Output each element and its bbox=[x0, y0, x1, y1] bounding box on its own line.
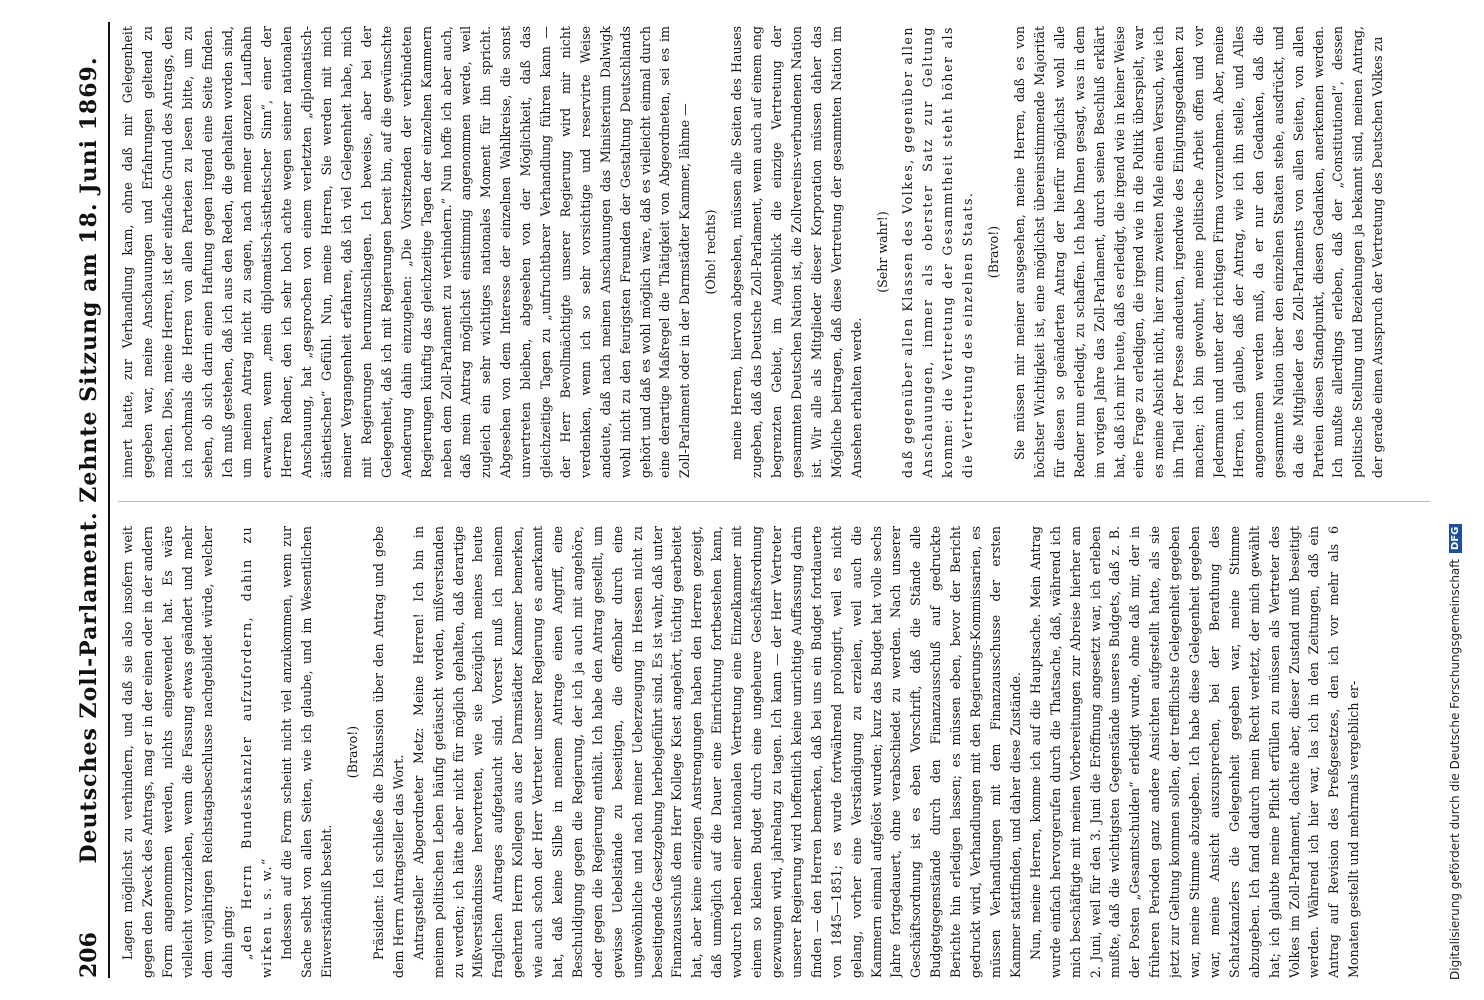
interjection: (Sehr wahr!) bbox=[874, 211, 890, 293]
speech-paragraph: Nun, meine Herren, komme ich auf die Hauptsache. Mein Antrag wurde einfach hervorgerufen durch die Thatsache, daß, während ich mich beschäftigte mit meinen Vorbereitungen zur Abreise hierher am 2. Juni, weil für den 3. Juni die Eröffnung angesetzt war, ich erleben mußte, daß die wichtigsten Gegenstände unseres Budgets, daß z. B. der Posten „Gesamtschulden“ erledigt wurde, ohne daß mir, der in früheren Perioden ganz andere Ansichten aufgestellt hatte, als sie jetzt zur Geltung kommen sollen, der trefflichste Gelegenheit gegeben war, meine Stimme abzugeben. Ich habe diese Gelegenheit gegeben war, meine Ansicht auszusprechen, bei der Berathung des Schatzkanzlers die Gelegenheit gegeben war, meine Stimme abzugeben. Ich fand dadurch mein Recht verletzt, der mich gewählt hat; ich glaubte meine Pflicht erfüllen zu müssen als Vertreter des Volkes im Zoll-Parlament, dachte aber, dieser Zustand muß beseitigt werden. Während ich hier war, las ich in den Zeitungen, daß ein Antrag auf Revision des Preßgesetzes, den ich vor mehr als 6 Monaten gestellt und mehrmals vergeblich er- bbox=[1027, 526, 1362, 978]
dfg-logo: DFG bbox=[1449, 524, 1462, 553]
interjection: (Oho! rechts) bbox=[703, 209, 719, 295]
scanned-page bbox=[60, 22, 1430, 978]
speech-paragraph: innert hatte, zur Verhandlung kam, ohne daß mir Gelegenheit gegeben war, meine Anschauungen und Erfahrungen geltend zu machen. Dies, meine Herren, ist der einfache Grund des Antrags, den ich nochmals die Herren von allen Parteien zu lesen bitte, um zu sehen, ob sich darin einen Haftung gegen irgend eine Seite finden. Ich muß gestehen, daß ich aus den Reden, die gehalten worden sind, um meinen Antrag nicht zu sagen, nach meiner ganzen Laufbahn erwarten, wenn „mein diplomatisch-ästhetischer Sinn“, einer der Herren Redner, den ich sehr hoch achte wegen seiner nationalen Anschauung, hat „gesprochen von einem verletzten „diplomatisch-ästhetischen“ Gefühl. Nun, meine Herren, Sie werden mit mich meiner Vergangenheit erfahren, daß ich viel Gelegenheit habe, mich mit Regierungen herumzuschlagen. Ich beweise, aber bei der Gelegenheit, daß ich mit Regierungen bereit bin, auf die gewünschte Aenderung dahin einzugehen: „Die Vorsitzenden der verbündeten Regierungen künftig das gleichzeitige Tagen der einzelnen Kammern neben dem Zoll-Parlament zu verhindern.“ Nun hoffe ich aber auch, daß mein Antrag möglichst einstimmig angenommen werde, weil zugleich ein sehr wichtiges nationales Moment für ihn spricht. Abgesehen von dem Interesse der einzelnen Wahlkreise, die sonst unvertreten bleiben, abgesehen von der Möglichkeit, daß das gleichzeitige Tagen zu „unfruchtbarer Verhandlung führen kann — der Herr Bevollmächtigte unserer Regierung wird mir nicht verdenken, wenn ich so sehr vorsichtige und reservirte Weise andeute, daß nach meinen Anschauungen das Ministerium Dalwigk wohl nicht zu den feurigsten Freunden der Gestaltung Deutschlands gehört und daß es wohl möglich wäre, daß es vielleicht einmal durch eine derartige Maßregel die Thätigkeit von Abgeordneten, sei es im Zoll-Parlament oder in der Darmstädter Kammer, lähme — bbox=[120, 26, 693, 478]
left-column bbox=[118, 526, 1430, 978]
paragraph: Lagen möglichst zu verhindern, und daß sie also insofern weit gegen den Zweck des Antrags, mag er in der einen oder in der andern Form angenommen werden, nichts eingewendet hat. Es wäre vielleicht vorzuziehen, wenn die Fassung etwas geändert und mehr dem vorjährigen Reichstagsbeschlusse nachgebildet würde, welcher dahin ging: bbox=[120, 526, 235, 978]
speech-paragraph: daß gegenüber allen Klassen des Volkes, gegenüber allen Anschauungen, immer als oberster Satz zur Geltung komme: die Vertretung der Gesammtheit steht höher als die Vertretung des einzelnen Staats. bbox=[900, 26, 976, 478]
column-divider bbox=[118, 501, 1430, 502]
speech-paragraph: Sie müssen mir meiner ausgesehen, meine Herren, daß es von höchster Wichtigkeit ist, eine möglichst übereinstimmende Majorität für diesen so geänderten Antrag der hierfür möglichst wohl alle Redner nun erledigt, zu schaffen. Ich habe Ihnen gesagt, was in dem im vorigen Jahre das Zoll-Parlament, durch seinen Beschluß erklärt hat, daß ich mir heute, daß es erledigt, die irgend wie in keiner Weise eine Frage zu erledigen, die irgend wie in die Politik überspielt, war es meine Absicht nicht, hier zum zweiten Male einen Versuch, wie ich ihn Theil der Presse andeuten, irgendwie des Einigungsgedanken zu machen; ich bin gewohnt, meine politische Arbeit offen und vor Jedermann und unter der richtigen Firma vorzunehmen. Aber, meine Herren, ich glaube, daß der Antrag, wie ich ihn stelle, und Alles angenommen werden muß, da er nur den Gedanken, daß die gesammte Nation über den einzelnen Staaten stehe, ausdrückt, und da die Mitglieder des Zoll-Parlaments von allen Seiten, von allen Parteien diesen Standpunkt, diesen Gedanken, anerkennen werden. Ich mußte allerdings erleben, daß der „Constitutionel“, dessen politische Stellung und Beziehungen ja bekannt sind, meinen Antrag, der gerade einen Ausspruch der Vertretung des Deutschen Volkes zu bbox=[1011, 26, 1386, 478]
speaker-paragraph: Präsident: Ich schließe die Diskussion über den Antrag und gebe dem Herrn Antragsteller das Wort. bbox=[370, 526, 406, 978]
page-number: 206 bbox=[76, 932, 102, 978]
credit-text: Digitalisierung gefördert durch die Deutsche Forschungsgemeinschaft bbox=[1448, 558, 1462, 980]
text-columns bbox=[118, 22, 1430, 978]
interjection: (Bravo!) bbox=[986, 225, 1002, 279]
interjection: (Bravo!) bbox=[344, 725, 360, 779]
speech-paragraph: Antragsteller Abgeordneter Metz: Meine Herren! Ich bin in meinem politischen Leben häufig getäuscht worden, mißverstanden zu werden; ich hätte aber nicht für möglich gehalten, daß derartige Mißverständnisse hervortreten, wie sie bezüglich meines heute fraglichen Antrages aufgetaucht sind. Vorerst muß ich meinem geehrten Herrn Kollegen aus der Darmstädter Kammer bemerken, wie auch schon der Herr Vertreter unserer Regierung es anerkannt hat, daß keine Silbe in meinem Antrage einen Angriff, eine Beschuldigung gegen die Regierung, der ich ja auch mit angehöre, oder gegen die Regierung enthält. Ich habe den Antrag gestellt, um gewisse Uebelstände zu beseitigen, die offenbar durch eine ungewöhnliche und nach meiner Ueberzeugung in Hessen nicht zu beseitigende Gesetzgebung herbeigeführt sind. Es ist wahr, daß unter Finanzausschuß dem Herr Kollege Kiest angehört, tüchtig gearbeitet hat, aber keine einzigen Anstrengungen haben den Herren gezeigt, daß unmöglich auf die Dauer eine Einrichtung fortbestehen kann, wodurch neben einer nationalen Vertretung eine Einzelkammer mit einem so kleinen Budget durch eine ungeheure Geschäftsordnung gezwungen wird, jahrelang zu tagen. Ich kann — der Herr Vertreter unserer Regierung wird hoffentlich keine unrichtige Auffassung darin finden — den Herren bemerken, daß bei uns ein Budget fortdauerte von 1845—1851; es wurde fortwährend prolongirt, weil es nicht gelang, vorher eine Verständigung zu erzielen, weil auch die Kammern einmal aufgelöst wurden; kurz das Budget hat volle sechs Jahre fortgedauert, ohne verabschiedet zu werden. Nach unserer Geschäftsordnung ist es eben Vorschrift, daß die Stände alle Budgetgegenstände durch den Finanzausschuß auf gedruckte Berichte hin erledigen lassen; es müssen eben, bevor der Bericht gedruckt wird, Verhandlungen mit den Regierungs-Kommissarien, es müssen Verhandlungen mit dem Finanzausschusse der ersten Kammer stattfinden, und daher diese Zustände. bbox=[410, 526, 1023, 978]
running-title: Deutsches Zoll-Parlament. Zehnte Sitzung am 18. Juni 1869. bbox=[76, 56, 102, 864]
speech-paragraph: meine Herren, hiervon abgesehen, müssen alle Seiten des Hauses zugeben, daß das Deutsche Zoll-Parlament, wenn auch auf einem eng begrenzten Gebiet, im Augenblick die einzige Vertretung der gesammten Deutschen Nation ist, die Zollvereins-verbundenen Nation ist. Wir alle als Mitglieder dieser Korporation müssen daher das Mögliche beitragen, daß diese Vertretung der gesammten Nation im Ansehen erhalten werde. bbox=[729, 26, 864, 478]
right-column bbox=[118, 26, 1430, 478]
page-header bbox=[60, 22, 110, 978]
paragraph: Indessen auf die Form scheint nicht viel anzukommen, wenn zur Sache selbst von allen Seiten, wie ich glaube, und im Wesentlichen Einverständniß besteht. bbox=[279, 526, 335, 978]
digitization-credit bbox=[1448, 20, 1462, 980]
quotation: „den Herrn Bundeskanzler aufzufordern, dahin zu wirken u. s. w.“ bbox=[239, 526, 275, 978]
